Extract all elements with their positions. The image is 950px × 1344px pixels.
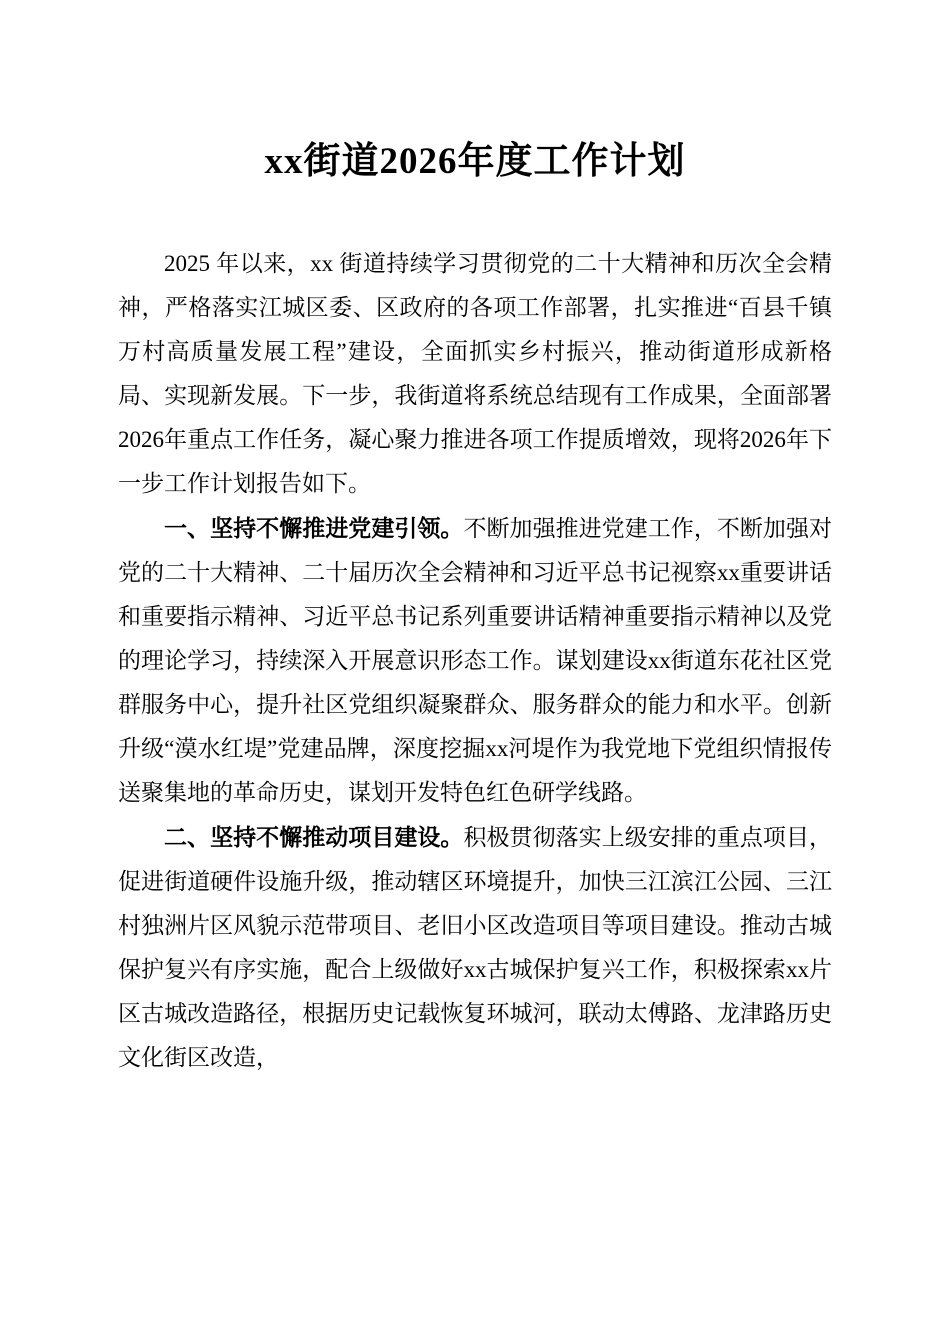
document-title: xx街道2026年度工作计划 bbox=[264, 141, 686, 182]
paragraph bbox=[118, 815, 832, 1080]
paragraph bbox=[118, 506, 832, 815]
paragraph-text: 不断加强推进党建工作，不断加强对党的二十大精神、二十届历次全会精神和习近平总书记视察xx重要讲话和重要指示精神、习近平总书记系列重要讲话精神重要指示精神以及党的理论学习，持续深入开展意识形态工作。谋划建设xx街道东花社区党群服务中心，提升社区党组织凝聚群众、服务群众的能力和水平。创新升级“漠水红堤”党建品牌，深度挖掘xx河堤作为我党地下党组织情报传送聚集地的革命历史，谋划开发特色红色研学线路。 bbox=[118, 516, 833, 805]
paragraph-text: 2025 年以来，xx 街道持续学习贯彻党的二十大精神和历次全会精神，严格落实江城区委、区政府的各项工作部署，扎实推进“百县千镇万村高质量发展工程”建设，全面抓实乡村振兴，推动街道形成新格局、实现新发展。下一步，我街道将系统总结现有工作成果，全面部署2026年重点工作任务，凝心聚力推进各项工作提质增效，现将2026年下一步工作计划报告如下。 bbox=[118, 251, 832, 496]
paragraph-lead: 一、坚持不懈推进党建引领。 bbox=[164, 515, 464, 541]
paragraph bbox=[118, 242, 832, 506]
paragraph-text: 积极贯彻落实上级安排的重点项目，促进街道硬件设施升级，推动辖区环境提升，加快三江滨江公园、三江村独洲片区风貌示范带项目、老旧小区改造项目等项目建设。推动古城保护复兴有序实施，配合上级做好xx古城保护复兴工作，积极探索xx片区古城改造路径，根据历史记载恢复环城河，联动太傅路、龙津路历史文化街区改造， bbox=[118, 825, 833, 1070]
paragraph-lead: 二、坚持不懈推动项目建设。 bbox=[164, 824, 464, 850]
